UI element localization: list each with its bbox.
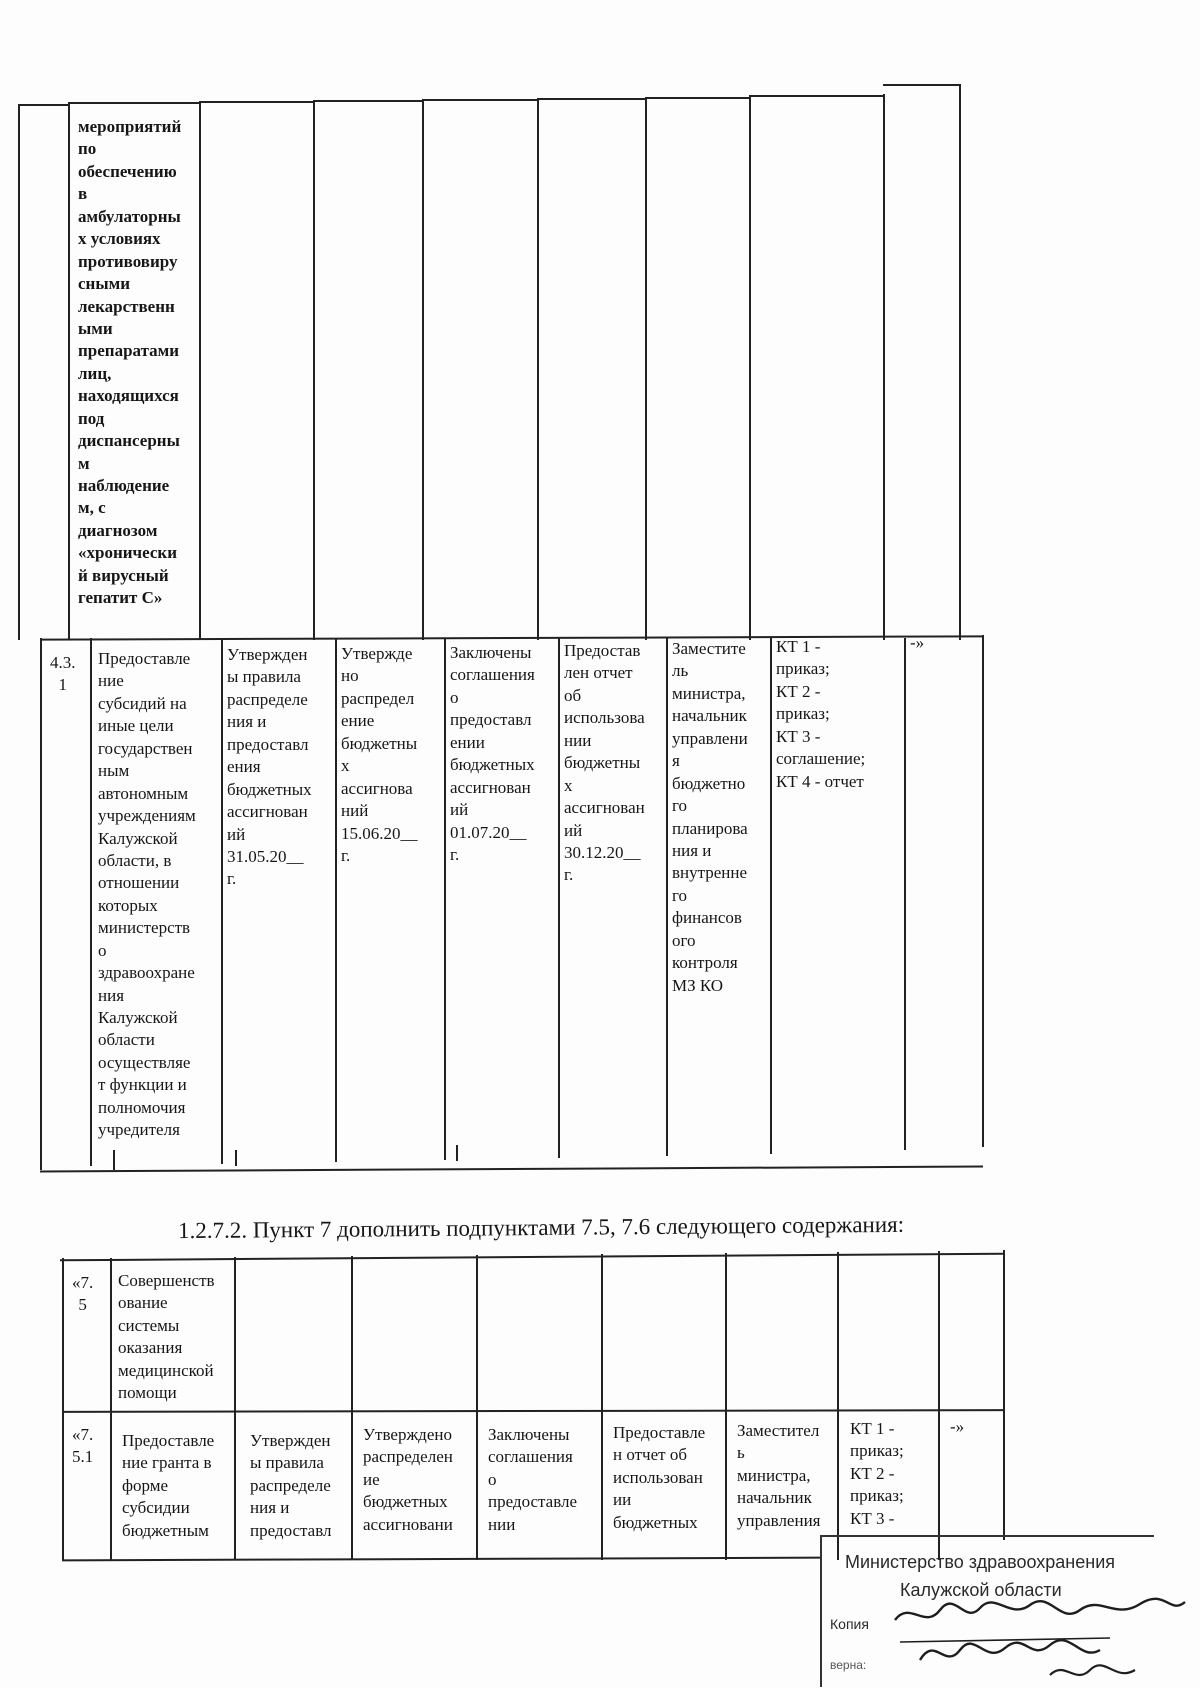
row-2-checkpoint-1: Утвержден ы правила распределе ния и предоставл ения бюджетных ассигнован ий 31.05.20__ г. <box>227 645 312 889</box>
row-1-activity-name: мероприятий по обеспечению в амбулаторны х условиях противовиру сными лекарственн ыми препаратами лиц, находящихся под диспансерны м наблюдение м, с диагнозом «хронически й вирусный гепатит С» <box>78 117 182 608</box>
handwritten-signature <box>890 1590 1190 1688</box>
section-7-5-1-responsible: Заместител ь министра, начальник управления <box>737 1421 821 1530</box>
stamp-verified-label: верна: <box>830 1658 867 1672</box>
row-2-activity-name: Предоставле ние субсидий на иные цели государствен ным автономным учреждениям Калужской области, в отношении которых министерств о здравоохране ния Калужской области осуществляе т функции и полномочия учредителя <box>98 649 196 1140</box>
stamp-region: Калужской области <box>900 1580 1062 1600</box>
section-7-5-1-name: Предоставле ние гранта в форме субсидии бюджетным <box>122 1431 215 1540</box>
section-7-5-1-number: «7. 5.1 <box>72 1425 94 1467</box>
section-7-5-1-checkpoint-3: Заключены соглашения о предоставле нии <box>488 1425 578 1534</box>
stamp-copy-label: Копия <box>830 1616 869 1632</box>
stamp-ministry: Министерство здравоохранения <box>845 1552 1115 1572</box>
row-2-responsible: Заместите ль министра, начальник управлени я бюджетно го планирова ния и внутренне го финансов ого контроля МЗ КО <box>672 639 748 995</box>
row-2-end-mark: -» <box>910 633 925 652</box>
row-2-documents: КТ 1 - приказ; КТ 2 - приказ; КТ 3 - соглашение; КТ 4 - отчет <box>776 637 866 791</box>
section-7-5-1-end-mark: -» <box>950 1417 965 1436</box>
row-2-checkpoint-4: Предостав лен отчет об использова нии бюджетны х ассигнован ий 30.12.20__ г. <box>564 641 645 885</box>
row-2-checkpoint-2: Утвержде но распредел ение бюджетны х ассигнова ний 15.06.20__ г. <box>341 644 418 865</box>
section-7-5-1-checkpoint-1: Утвержден ы правила распределе ния и предоставл <box>250 1431 332 1540</box>
section-7-5-number: «7. 5 <box>72 1273 94 1315</box>
section-7-5-name: Совершенств ование системы оказания медицинской помощи <box>118 1271 215 1403</box>
section-7-5-1-documents: КТ 1 - приказ; КТ 2 - приказ; КТ 3 - <box>850 1419 904 1528</box>
section-7-5-1-checkpoint-2: Утверждено распределен ие бюджетных ассигновани <box>363 1425 453 1534</box>
section-heading: 1.2.7.2. Пункт 7 дополнить подпунктами 7.5, 7.6 следующего содержания: <box>177 1211 905 1244</box>
row-2-checkpoint-3: Заключены соглашения о предоставл ении бюджетных ассигнован ий 01.07.20__ г. <box>450 643 535 864</box>
section-7-5-1-checkpoint-4: Предоставле н отчет об использован ии бюджетных <box>613 1423 706 1532</box>
row-2-number: 4.3. 1 <box>50 653 76 695</box>
